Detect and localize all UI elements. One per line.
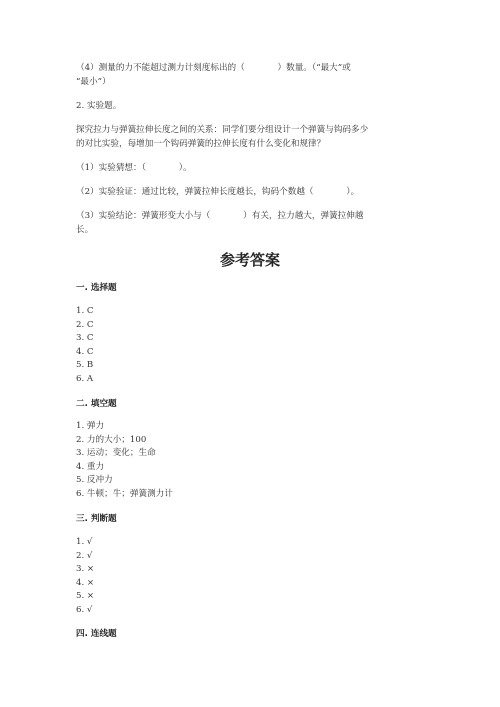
answer-item: 3. 运动；变化；生命 [76, 448, 156, 458]
experiment-conclusion-line-1: （3）实验结论：弹簧形变大小与（ ）有关，拉力越大，弹簧拉伸越 [76, 211, 364, 221]
section-heading-choice: 一. 选择题 [76, 283, 117, 293]
answer-item: 2. C [76, 319, 94, 330]
answer-item: 1. 弹力 [76, 421, 105, 431]
section-heading-fill-blank: 二. 填空题 [76, 399, 117, 409]
experiment-intro-line-1: 探究拉力与弹簧拉伸长度之间的关系：同学们要分组设计一个弹簧与钩码多少 [76, 125, 369, 135]
answer-item: 6. 牛顿；牛；弹簧测力计 [76, 488, 173, 499]
question-4-line-2: “最小”） [76, 77, 111, 87]
answer-list-choice [76, 305, 94, 386]
experiment-guess: （1）实验猜想：（ ）。 [76, 163, 192, 173]
section-2-title: 2. 实验题。 [76, 101, 122, 111]
answer-item: 6. A [76, 373, 94, 384]
section-heading-true-false: 三. 判断题 [76, 514, 117, 524]
answer-item: 4. 重力 [76, 461, 105, 472]
answer-item: 2. 力的大小；100 [76, 434, 147, 445]
answer-item: 5. × [76, 591, 95, 601]
experiment-intro-line-2: 的对比实验，每增加一个钩码弹簧的拉伸长度有什么变化和规律？ [76, 139, 326, 149]
answer-item: 5. B [76, 360, 94, 370]
experiment-conclusion-line-2: 长。 [76, 225, 94, 235]
answer-list-fill-blank [76, 420, 173, 501]
answer-list-true-false [76, 536, 94, 617]
section-heading-matching: 四. 连线题 [76, 629, 117, 639]
answer-item: 1. C [76, 306, 94, 316]
answer-item: 6. √ [76, 604, 93, 615]
answer-item: 4. C [76, 346, 94, 357]
answer-item: 2. √ [76, 550, 93, 561]
question-4-line-1: （4）测量的力不能超过测力计刻度标出的（ ）数量。（“最大”或 [76, 63, 351, 73]
answer-item: 4. × [76, 577, 95, 588]
answer-item: 5. 反冲力 [76, 475, 113, 485]
answers-title: 参考答案 [219, 251, 280, 269]
answer-item: 3. C [76, 333, 94, 343]
answer-item: 3. × [76, 564, 95, 574]
experiment-verify: （2）实验验证：通过比较，弹簧拉伸长度越长，钩码个数越（ ）。 [76, 187, 360, 197]
answer-item: 1. √ [76, 537, 93, 547]
